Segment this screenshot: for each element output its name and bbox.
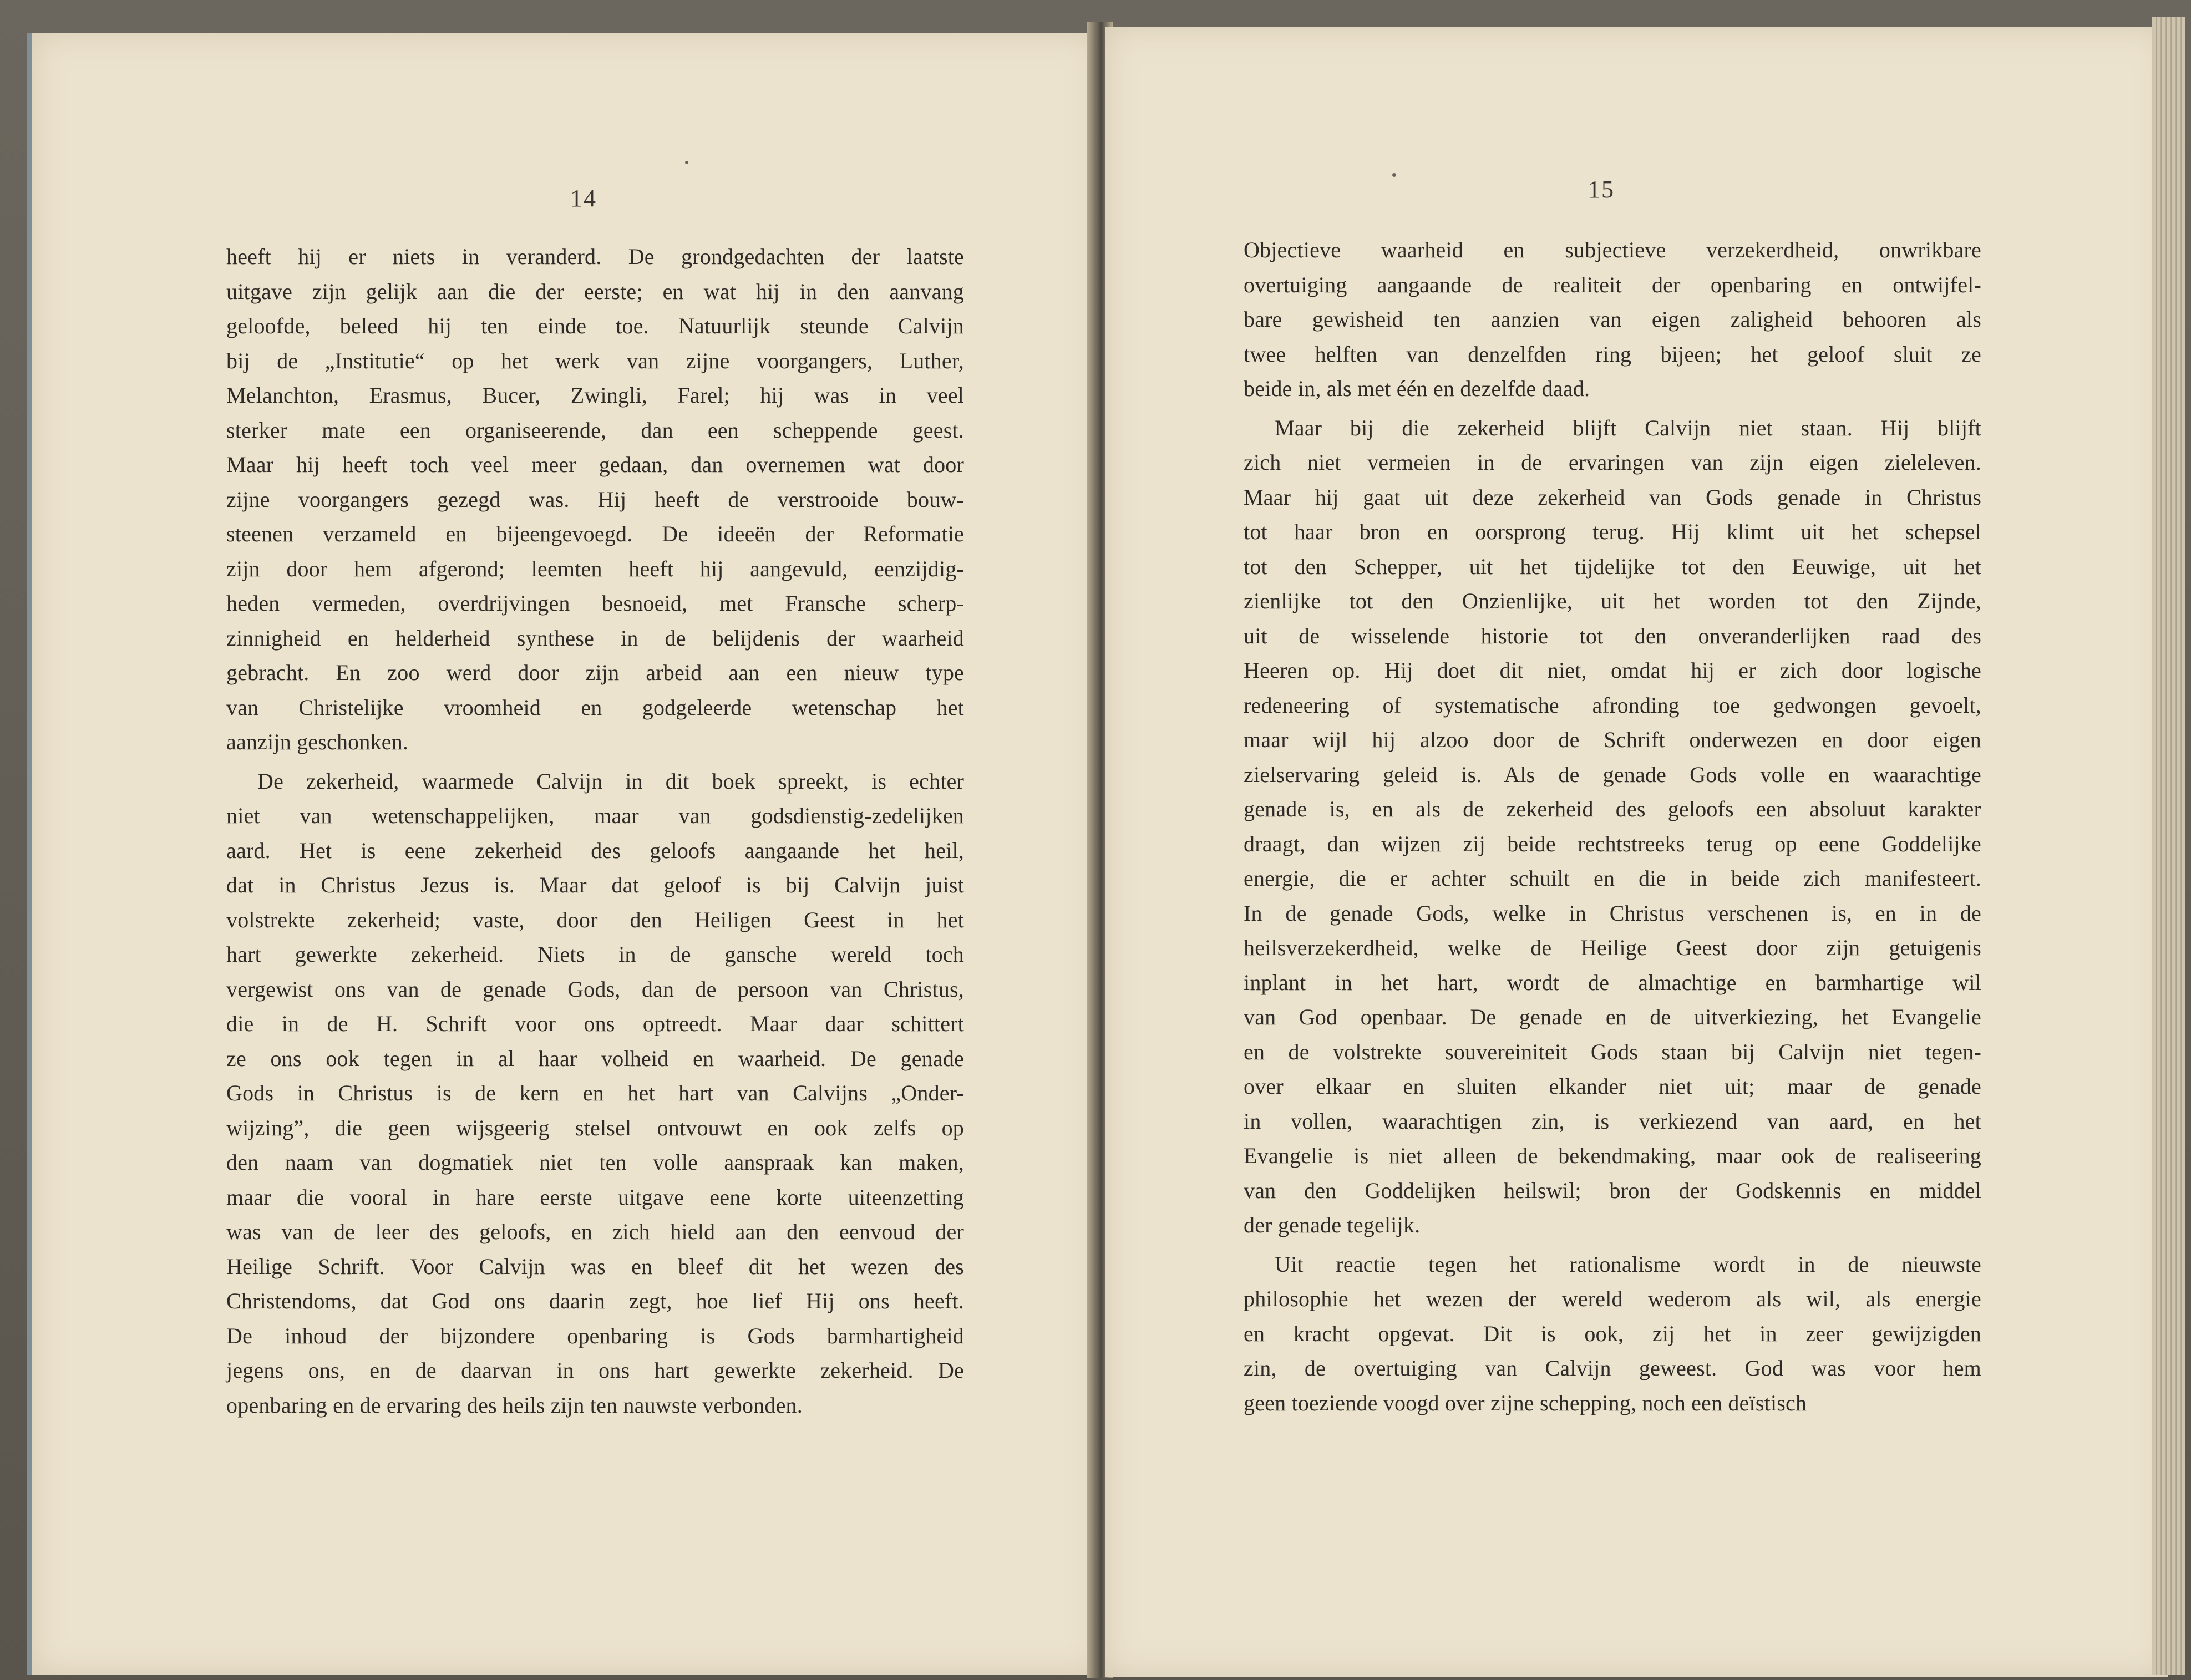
text-line: zich niet vermeien in de ervaringen van zijn eigen zieleleven. — [1244, 450, 1981, 475]
text-line: energie, die er achter schuilt en die in beide zich manifesteert. — [1244, 866, 1981, 891]
text-line: redeneering of systematische afronding toe gedwongen gevoelt, — [1244, 692, 1981, 718]
text-line: uit de wisselende historie tot den onveranderlijken raad des — [1244, 623, 1981, 648]
text-line: volstrekte zekerheid; vaste, door den Heiligen Geest in het — [226, 907, 964, 932]
text-line: jegens ons, en de daarvan in ons hart gewerkte zekerheid. De — [226, 1358, 964, 1383]
paragraph — [226, 764, 964, 1423]
paper-speck — [1392, 173, 1396, 177]
text-line: geloofde, beleed hij ten einde toe. Natuurlijk steunde Calvijn — [226, 313, 964, 338]
paragraph — [1244, 1247, 1981, 1421]
text-line: van God openbaar. De genade en de uitverkiezing, het Evangelie — [1244, 1004, 1981, 1029]
text-line: wijzing”, die geen wijsgeerig stelsel ontvouwt en ook zelfs op — [226, 1115, 964, 1140]
text-line: den naam van dogmatiek niet ten volle aanspraak kan maken, — [226, 1150, 964, 1175]
text-line: zienlijke tot den Onzienlijke, uit het worden tot den Zijnde, — [1244, 588, 1981, 613]
text-line: philosophie het wezen der wereld wederom als wil, als energie — [1244, 1286, 1981, 1311]
paragraph — [1244, 233, 1981, 407]
text-line: draagt, dan wijzen zij beide rechtstreeks terug op eene Goddelijke — [1244, 831, 1981, 856]
text-line: Evangelie is niet alleen de bekendmaking, maar ook de realiseering — [1244, 1143, 1981, 1168]
text-line: Gods in Christus is de kern en het hart van Calvijns „Onder- — [226, 1080, 964, 1105]
paragraph-gap — [1244, 1243, 1981, 1247]
text-line: beide in, als met één en dezelfde daad. — [1244, 376, 1590, 401]
text-line: De inhoud der bijzondere openbaring is Gods barmhartigheid — [226, 1323, 964, 1348]
left-page — [27, 33, 1100, 1675]
text-line: Objectieve waarheid en subjectieve verzekerdheid, onwrikbare — [1244, 237, 1981, 262]
text-line: gebracht. En zoo werd door zijn arbeid aan een nieuw type — [226, 660, 964, 685]
text-line: van den Goddelijken heilswil; bron der Godskennis en middel — [1244, 1177, 1981, 1203]
text-line: ze ons ook tegen in al haar volheid en waarheid. De genade — [226, 1045, 964, 1071]
text-line: geen toeziende voogd over zijne schepping, noch een deïstisch — [1244, 1390, 1807, 1415]
text-line: maar wijl hij alzoo door de Schrift onderwezen en door eigen — [1244, 727, 1981, 752]
text-line: dat in Christus Jezus is. Maar dat geloof is bij Calvijn juist — [226, 872, 964, 897]
page-number-right: 15 — [1588, 176, 1615, 203]
text-line: Maar hij heeft toch veel meer gedaan, dan overnemen wat door — [226, 452, 964, 477]
paragraph — [226, 240, 964, 760]
text-line: over elkaar en sluiten elkander niet uit; maar de genade — [1244, 1074, 1981, 1099]
text-line: bare gewisheid ten aanzien van eigen zaligheid behooren als — [1244, 307, 1981, 332]
text-line: zielservaring geleid is. Als de genade Gods volle en waarachtige — [1244, 762, 1981, 787]
page-number-left: 14 — [570, 185, 597, 212]
text-line: tot den Schepper, uit het tijdelijke tot den Eeuwige, uit het — [1244, 554, 1981, 579]
text-line: en kracht opgevat. Dit is ook, zij het in zeer gewijzigden — [1244, 1321, 1981, 1346]
text-line: niet van wetenschappelijken, maar van godsdienstig-zedelijken — [226, 803, 964, 828]
right-page — [1105, 27, 2168, 1677]
paper-speck — [685, 161, 688, 164]
text-line: in vollen, waarachtigen zin, is verkiezend van aard, en het — [1244, 1108, 1981, 1134]
text-line: vergewist ons van de genade Gods, dan de persoon van Christus, — [226, 976, 964, 1002]
left-page-text — [226, 240, 964, 1423]
text-line: heilsverzekerdheid, welke de Heilige Geest door zijn getuigenis — [1244, 935, 1981, 960]
text-line: uitgave zijn gelijk aan die der eerste; en wat hij in den aanvang — [226, 278, 964, 304]
page-edges — [2152, 17, 2185, 1675]
text-line: Maar bij die zekerheid blijft Calvijn niet staan. Hij blijft — [1275, 415, 1981, 440]
text-line: aanzijn geschonken. — [226, 729, 409, 754]
text-line: bij de „Institutie“ op het werk van zijne voorgangers, Luther, — [226, 348, 964, 373]
text-line: en de volstrekte souvereiniteit Gods staan bij Calvijn niet tegen- — [1244, 1039, 1981, 1064]
paragraph — [1244, 411, 1981, 1243]
text-line: overtuiging aangaande de realiteit der openbaring en ontwijfel- — [1244, 272, 1981, 297]
text-line: hart gewerkte zekerheid. Niets in de gansche wereld toch — [226, 942, 964, 967]
text-line: van Christelijke vroomheid en godgeleerde wetenschap het — [226, 694, 964, 720]
text-line: tot haar bron en oorsprong terug. Hij klimt uit het schepsel — [1244, 519, 1981, 544]
right-page-text — [1244, 233, 1981, 1420]
text-line: genade is, en als de zekerheid des geloofs een absoluut karakter — [1244, 796, 1981, 821]
text-line: zijn door hem afgerond; leemten heeft hij aangevuld, eenzijdig- — [226, 556, 964, 581]
text-line: steenen verzameld en bijeengevoegd. De ideeën der Reformatie — [226, 521, 964, 546]
text-line: sterker mate een organiseerende, dan een scheppende geest. — [226, 417, 964, 443]
text-line: zinnigheid en helderheid synthese in de belijdenis der waarheid — [226, 625, 964, 651]
text-line: der genade tegelijk. — [1244, 1212, 1421, 1237]
paragraph-gap — [1244, 407, 1981, 411]
text-line: heden vermeden, overdrijvingen besnoeid, met Fransche scherp- — [226, 591, 964, 616]
text-line: die in de H. Schrift voor ons optreedt. Maar daar schittert — [226, 1011, 964, 1036]
text-line: openbaring en de ervaring des heils zijn ten nauwste verbonden. — [226, 1392, 803, 1418]
text-line: Christendoms, dat God ons daarin zegt, hoe lief Hij ons heeft. — [226, 1288, 964, 1313]
text-line: De zekerheid, waarmede Calvijn in dit boek spreekt, is echter — [257, 768, 964, 794]
text-line: Melanchton, Erasmus, Bucer, Zwingli, Farel; hij was in veel — [226, 383, 964, 408]
text-line: Heeren op. Hij doet dit niet, omdat hij er zich door logische — [1244, 658, 1981, 683]
text-line: Uit reactie tegen het rationalisme wordt in de nieuwste — [1275, 1251, 1981, 1277]
text-line: aard. Het is eene zekerheid des geloofs aangaande het heil, — [226, 838, 964, 863]
text-line: twee helften van denzelfden ring bijeen; het geloof sluit ze — [1244, 341, 1981, 367]
text-line: zijne voorgangers gezegd was. Hij heeft de verstrooide bouw- — [226, 486, 964, 512]
text-line: was van de leer des geloofs, en zich hield aan den eenvoud der — [226, 1219, 964, 1244]
text-line: In de genade Gods, welke in Christus verschenen is, en in de — [1244, 900, 1981, 926]
text-line: maar die vooral in hare eerste uitgave eene korte uiteenzetting — [226, 1184, 964, 1210]
text-line: zin, de overtuiging van Calvijn geweest. God was voor hem — [1244, 1356, 1981, 1380]
paragraph-gap — [226, 760, 964, 764]
text-line: Heilige Schrift. Voor Calvijn was en bleef dit het wezen des — [226, 1253, 964, 1279]
text-line: Maar hij gaat uit deze zekerheid van Gods genade in Christus — [1244, 484, 1981, 510]
text-line: heeft hij er niets in veranderd. De grondgedachten der laatste — [226, 244, 964, 269]
text-line: inplant in het hart, wordt de almachtige en barmhartige wil — [1244, 970, 1981, 995]
